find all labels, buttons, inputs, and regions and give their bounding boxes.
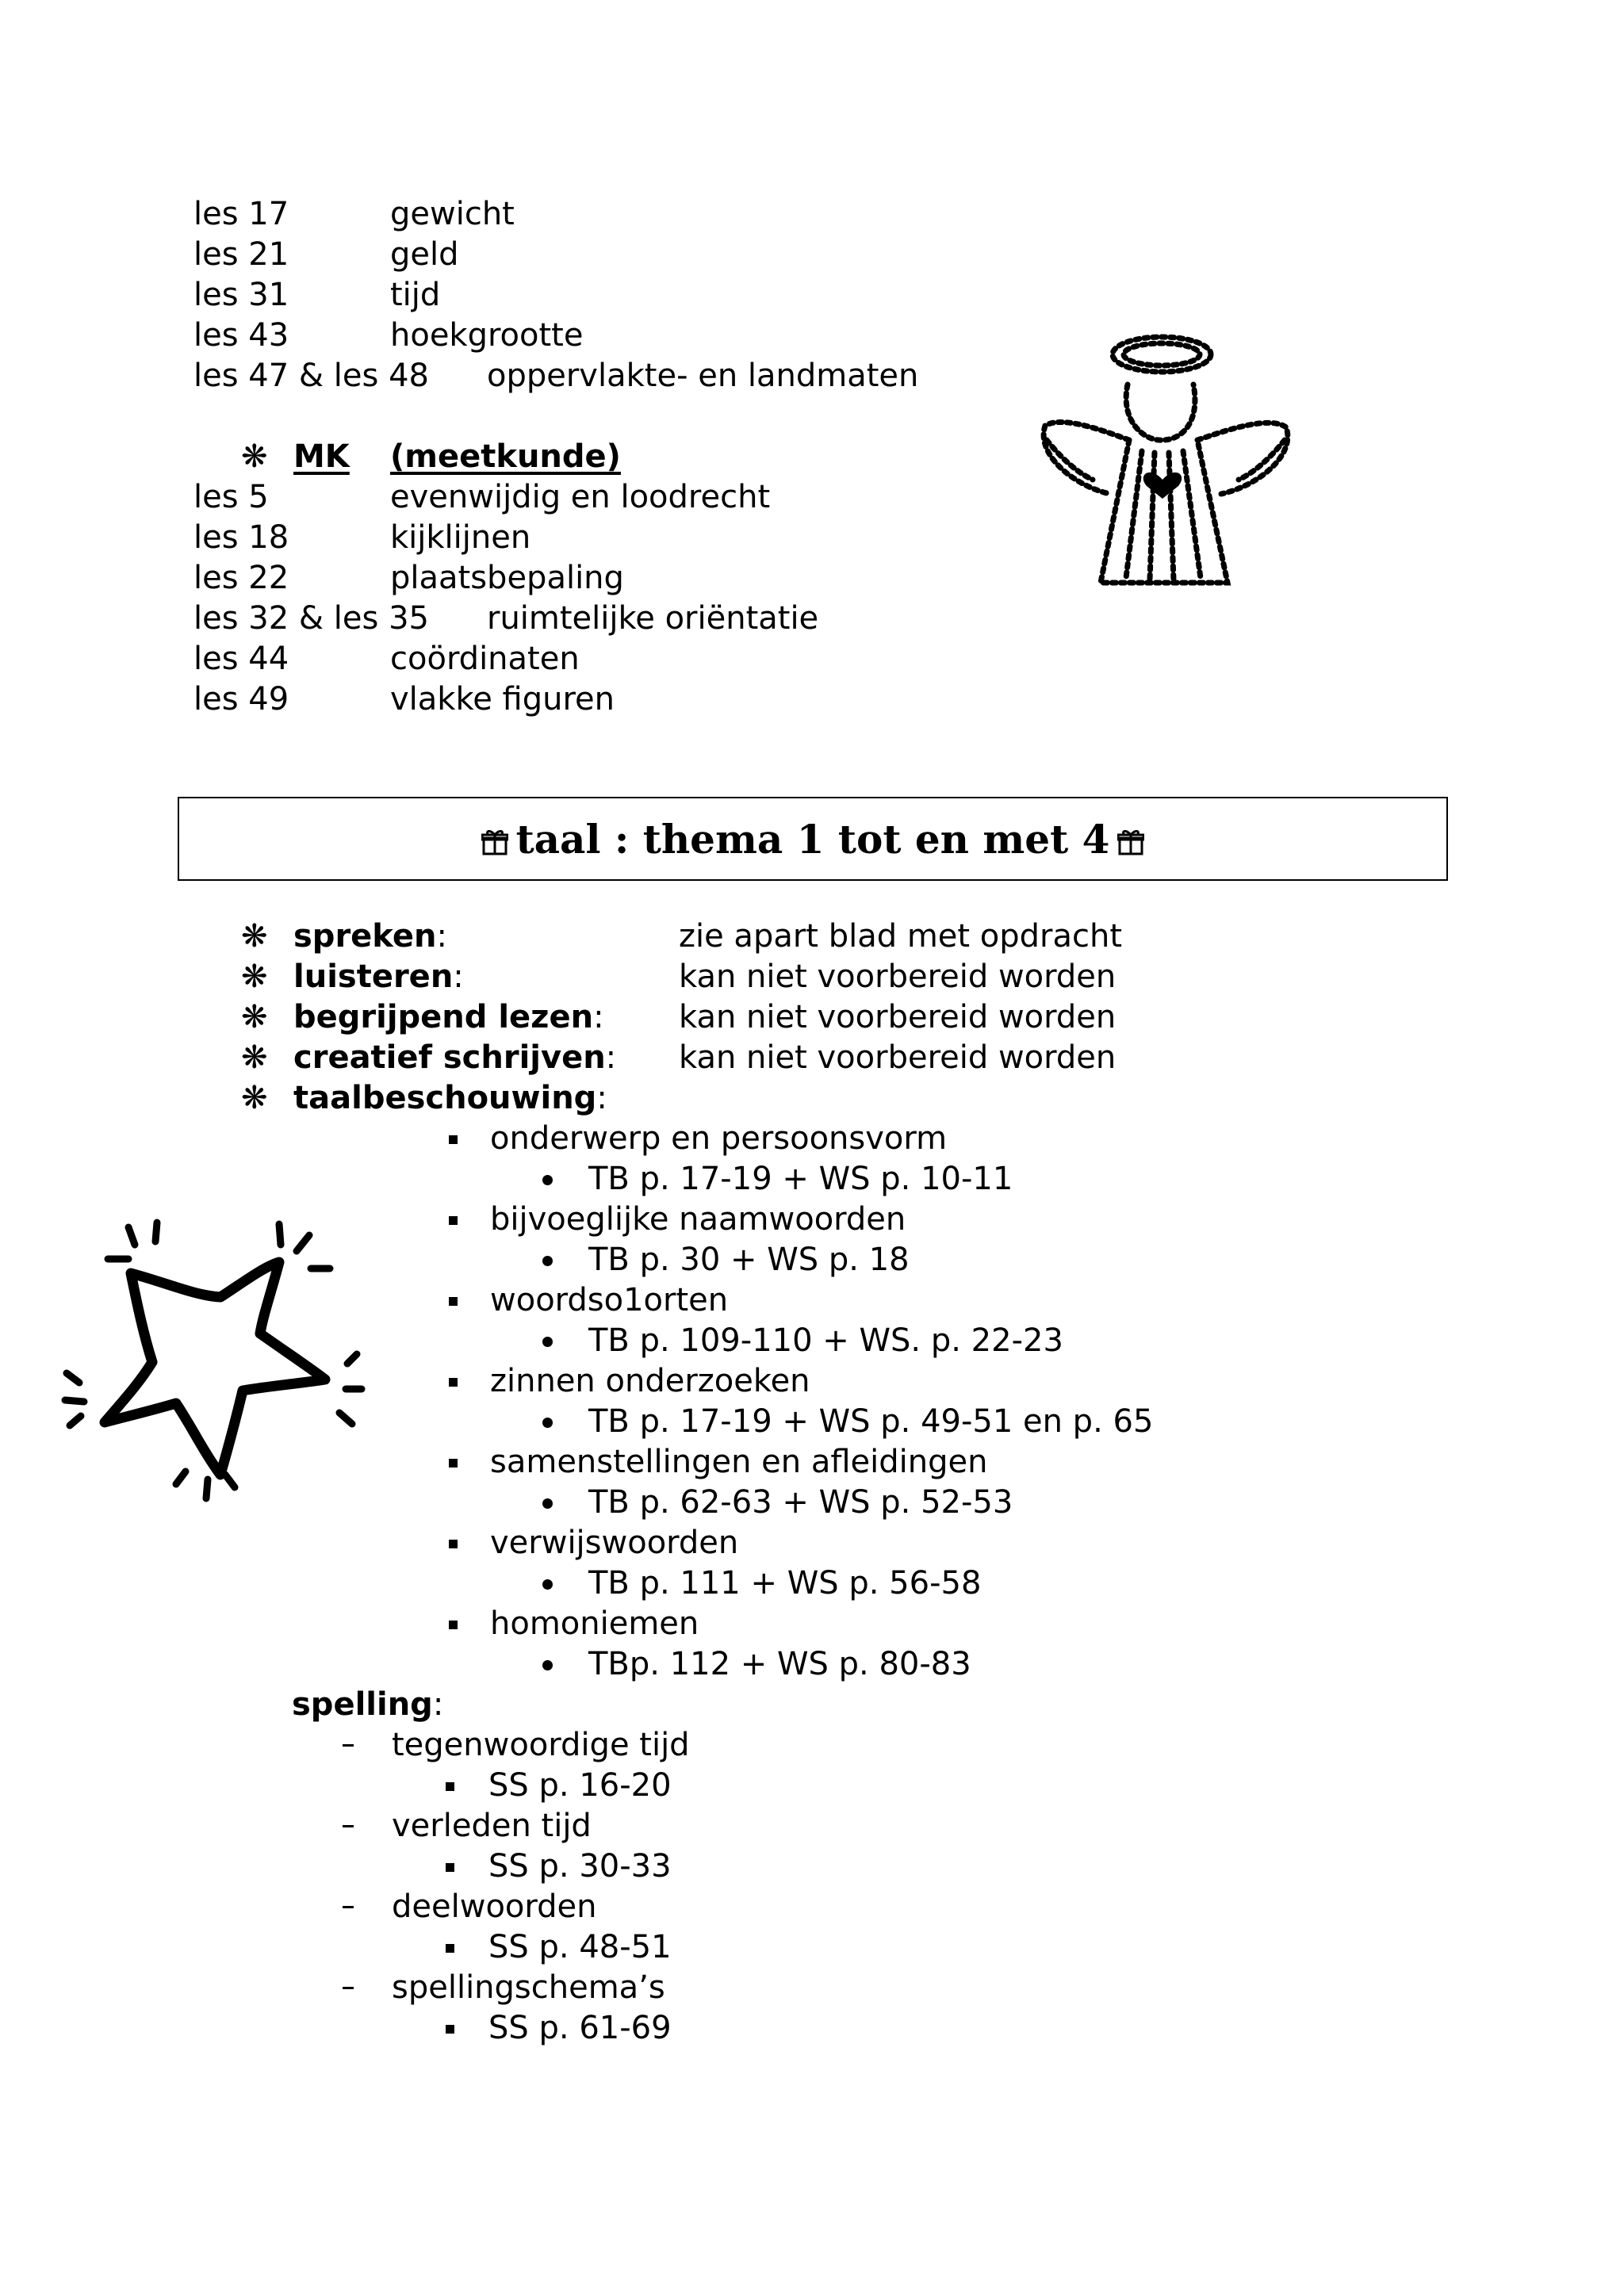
mk-les: les 18 <box>193 519 289 556</box>
square-bullet-icon <box>449 1378 458 1387</box>
square-bullet-icon <box>449 1540 458 1548</box>
dash-bullet-icon <box>343 1825 354 1827</box>
meten-les: les 43 <box>193 317 289 354</box>
square-bullet-icon <box>449 1135 458 1144</box>
skill-colon: : <box>596 1080 607 1116</box>
mk-topic: vlakke figuren <box>390 681 615 718</box>
skill-colon: : <box>453 959 464 995</box>
skill-note: zie apart blad met opdracht <box>679 918 1123 955</box>
skill-label-line <box>293 1078 607 1118</box>
meten-topic: gewicht <box>390 196 515 232</box>
spelling-ref: SS p. 16-20 <box>488 1767 672 1804</box>
dot-bullet-icon <box>542 1498 553 1509</box>
mk-topic: kijklijnen <box>390 519 531 556</box>
meten-topic: geld <box>390 236 459 273</box>
skill-colon: : <box>436 918 447 955</box>
spelling-topic: verleden tijd <box>392 1808 592 1844</box>
skill-label-line <box>293 957 464 997</box>
skill-label-line <box>293 1038 616 1077</box>
mk-les: les 44 <box>193 641 289 677</box>
mk-les: les 49 <box>193 681 289 718</box>
tb-topic: bijvoeglijke naamwoorden <box>490 1201 906 1238</box>
mk-les: les 32 & les 35 <box>193 600 429 637</box>
tb-ref: TBp. 112 + WS p. 80-83 <box>588 1646 971 1682</box>
mk-code: MK <box>293 438 350 475</box>
mk-les: les 5 <box>193 479 269 515</box>
taal-heading: taal : thema 1 tot en met 4 <box>515 816 1110 863</box>
skill-label: taalbeschouwing <box>293 1080 597 1116</box>
flower-bullet-icon: ❋ <box>241 918 268 955</box>
tb-ref: TB p. 109-110 + WS. p. 22-23 <box>588 1322 1063 1359</box>
spelling-ref: SS p. 30-33 <box>488 1848 672 1885</box>
spelling-label: spelling <box>292 1686 433 1723</box>
skill-label: spreken <box>293 918 437 955</box>
spelling-topic: deelwoorden <box>392 1888 597 1925</box>
square-bullet-icon <box>446 1782 454 1791</box>
tb-topic: onderwerp en persoonsvorm <box>490 1120 948 1157</box>
skill-label: creatief schrijven <box>293 1039 606 1076</box>
flower-bullet-icon: ❋ <box>241 999 268 1035</box>
mk-topic: coördinaten <box>390 641 580 677</box>
skill-label: begrijpend lezen <box>293 999 594 1035</box>
square-bullet-icon <box>449 1459 458 1468</box>
dot-bullet-icon <box>542 1337 553 1347</box>
skill-note: kan niet voorbereid worden <box>679 999 1116 1035</box>
spelling-colon: : <box>432 1686 444 1723</box>
star-illustration <box>56 1213 373 1514</box>
tb-topic: verwijswoorden <box>490 1525 739 1561</box>
square-bullet-icon <box>449 1216 458 1225</box>
mk-les: les 22 <box>193 560 289 596</box>
spelling-topic: spellingschema’s <box>392 1969 665 2006</box>
gift-icon <box>1117 828 1144 855</box>
tb-topic: woordso1orten <box>490 1282 729 1318</box>
skill-label-line <box>293 916 447 956</box>
meten-topic: tijd <box>390 277 441 313</box>
square-bullet-icon <box>449 1621 458 1629</box>
spelling-label-line <box>292 1685 443 1724</box>
dot-bullet-icon <box>542 1660 553 1670</box>
dot-bullet-icon <box>542 1256 553 1266</box>
tb-ref: TB p. 30 + WS p. 18 <box>588 1242 910 1278</box>
dash-bullet-icon <box>343 1744 354 1747</box>
mk-topic: ruimtelijke oriëntatie <box>487 600 819 637</box>
mk-topic: evenwijdig en loodrecht <box>390 479 771 515</box>
spelling-ref: SS p. 61-69 <box>488 2010 672 2046</box>
tb-ref: TB p. 17-19 + WS p. 49-51 en p. 65 <box>588 1403 1154 1440</box>
tb-topic: zinnen onderzoeken <box>490 1363 810 1399</box>
spelling-topic: tegenwoordige tijd <box>392 1727 690 1763</box>
square-bullet-icon <box>446 2025 454 2034</box>
skill-label: luisteren <box>293 959 454 995</box>
meten-topic: oppervlakte- en landmaten <box>487 358 919 394</box>
dot-bullet-icon <box>542 1579 553 1590</box>
meten-les: les 21 <box>193 236 289 273</box>
tb-ref: TB p. 111 + WS p. 56-58 <box>588 1565 982 1601</box>
meten-les: les 47 & les 48 <box>193 358 429 394</box>
gift-icon <box>481 828 508 855</box>
square-bullet-icon <box>446 1863 454 1872</box>
spelling-ref: SS p. 48-51 <box>488 1929 672 1965</box>
meten-topic: hoekgrootte <box>390 317 584 354</box>
skill-colon: : <box>605 1039 617 1076</box>
dash-bullet-icon <box>343 1987 354 1989</box>
flower-bullet-icon: ❋ <box>241 959 268 995</box>
flower-bullet-icon: ❋ <box>241 1080 268 1116</box>
dot-bullet-icon <box>542 1418 553 1428</box>
tb-ref: TB p. 62-63 + WS p. 52-53 <box>588 1484 1013 1521</box>
skill-note: kan niet voorbereid worden <box>679 959 1116 995</box>
square-bullet-icon <box>446 1944 454 1953</box>
flower-bullet-icon: ❋ <box>241 1039 268 1076</box>
mk-title: (meetkunde) <box>390 438 621 475</box>
taal-title <box>179 816 1446 863</box>
tb-topic: samenstellingen en afleidingen <box>490 1444 988 1480</box>
tb-topic: homoniemen <box>490 1605 699 1642</box>
tb-ref: TB p. 17-19 + WS p. 10-11 <box>588 1161 1013 1197</box>
meten-les: les 17 <box>193 196 289 232</box>
angel-illustration <box>1031 321 1300 607</box>
square-bullet-icon <box>449 1297 458 1306</box>
dash-bullet-icon <box>343 1906 354 1908</box>
dot-bullet-icon <box>542 1175 553 1185</box>
taal-title-frame <box>178 797 1448 881</box>
skill-label-line <box>293 997 604 1037</box>
skill-note: kan niet voorbereid worden <box>679 1039 1116 1076</box>
meten-les: les 31 <box>193 277 289 313</box>
flower-bullet-icon: ❋ <box>241 438 268 475</box>
mk-topic: plaatsbepaling <box>390 560 624 596</box>
skill-colon: : <box>593 999 604 1035</box>
